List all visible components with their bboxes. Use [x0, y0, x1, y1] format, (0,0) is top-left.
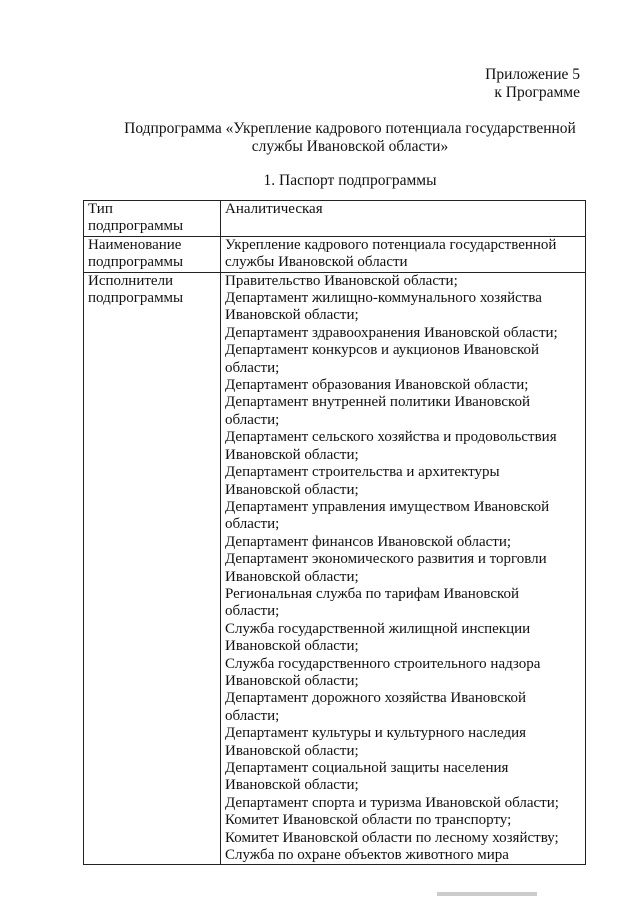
- appendix-reference: к Программе: [494, 84, 580, 101]
- row-value-cell: [221, 201, 586, 237]
- cell-line: области;: [225, 707, 280, 724]
- table-row: [84, 236, 586, 272]
- cell-line: Ивановской области;: [225, 638, 359, 655]
- subprogram-title: [80, 120, 620, 156]
- cell-line: области;: [225, 411, 280, 428]
- cell-line: Наименование: [88, 236, 182, 253]
- cell-line: области;: [225, 516, 280, 533]
- cell-line: Служба государственной жилищной инспекции: [225, 620, 531, 637]
- cell-line: Департамент спорта и туризма Ивановской области;: [225, 794, 559, 811]
- cell-line: Исполнители: [88, 272, 174, 289]
- cell-line: службы Ивановской области: [225, 254, 408, 271]
- row-label-cell: [84, 272, 221, 865]
- cell-line: Ивановской области;: [225, 446, 359, 463]
- row-label-cell: [84, 201, 221, 237]
- cell-line: Ивановской области;: [225, 568, 359, 585]
- cell-line: Департамент социальной защиты населения: [225, 760, 509, 776]
- cell-line: Департамент конкурсов и аукционов Ивановской: [225, 342, 540, 359]
- title-line: службы Ивановской области»: [251, 138, 449, 155]
- row-label-cell: [84, 236, 221, 272]
- cell-line: Департамент финансов Ивановской области;: [225, 533, 512, 550]
- cell-line: Департамент здравоохранения Ивановской области;: [225, 324, 558, 341]
- cell-line: Ивановской области;: [225, 307, 359, 324]
- cell-line: подпрограммы: [88, 218, 184, 235]
- passport-table: [83, 200, 586, 865]
- cell-line: Департамент культуры и культурного наследия: [225, 725, 527, 742]
- cell-line: подпрограммы: [88, 290, 184, 307]
- cell-line: Комитет Ивановской области по транспорту;: [225, 812, 512, 829]
- cell-line: Комитет Ивановской области по лесному хозяйству;: [225, 829, 559, 846]
- cell-line: Правительство Ивановской области;: [225, 272, 458, 289]
- cell-line: Ивановской области;: [225, 742, 359, 759]
- table-row: [84, 201, 586, 237]
- cell-line: области;: [225, 603, 280, 620]
- cell-line: Укрепление кадрового потенциала государственной: [225, 236, 557, 253]
- cell-line: Служба по охране объектов животного мира: [225, 847, 509, 864]
- cell-line: области;: [225, 359, 280, 376]
- scan-artifact: [437, 892, 537, 896]
- cell-line: Департамент сельского хозяйства и продовольствия: [225, 429, 557, 446]
- appendix-label: [485, 66, 580, 102]
- cell-line: Региональная служба по тарифам Ивановской: [225, 585, 520, 602]
- cell-line: подпрограммы: [88, 254, 184, 271]
- cell-line: Ивановской области;: [225, 672, 359, 689]
- cell-line: Департамент внутренней политики Ивановской: [225, 394, 531, 411]
- cell-line: Ивановской области;: [225, 481, 359, 498]
- cell-line: Департамент экономического развития и торговли: [225, 551, 547, 568]
- title-line: Подпрограмма «Укрепление кадрового потенциала государственной: [124, 120, 576, 137]
- cell-line: Ивановской области;: [225, 777, 359, 794]
- cell-line: Департамент управления имуществом Ивановской: [225, 498, 550, 515]
- cell-line: Департамент образования Ивановской области;: [225, 377, 529, 394]
- cell-line: Тип: [88, 201, 113, 217]
- row-value-cell: [221, 236, 586, 272]
- cell-line: Департамент строительства и архитектуры: [225, 464, 500, 481]
- table-row: [84, 272, 586, 865]
- cell-line: Департамент жилищно-коммунального хозяйства: [225, 290, 542, 307]
- cell-line: Аналитическая: [225, 201, 323, 217]
- appendix-number: Приложение 5: [485, 66, 580, 83]
- row-value-cell: [221, 272, 586, 865]
- cell-line: Департамент дорожного хозяйства Ивановской: [225, 690, 527, 707]
- cell-line: Служба государственного строительного надзора: [225, 655, 541, 672]
- section-heading: 1. Паспорт подпрограммы: [263, 172, 437, 189]
